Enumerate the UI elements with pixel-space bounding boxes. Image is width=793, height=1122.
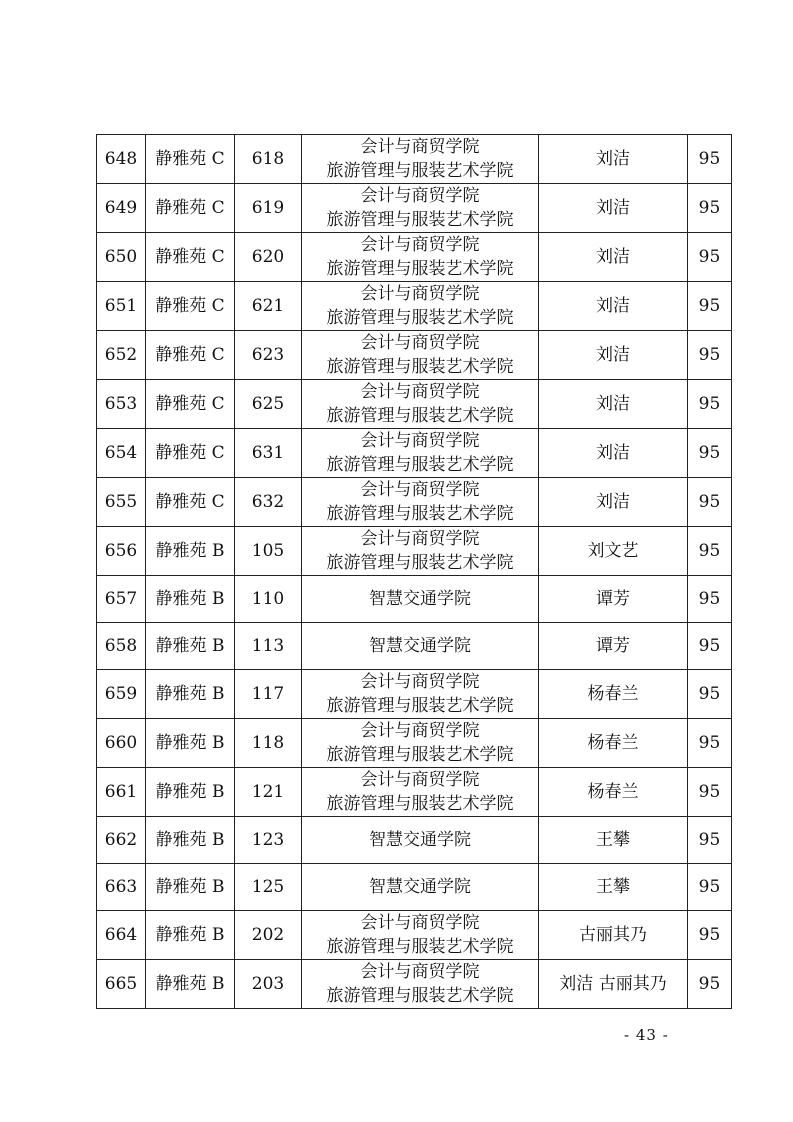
row-number-cell: 657 [97,576,146,623]
room-cell: 203 [235,960,302,1009]
college-name: 旅游管理与服装艺术学院 [326,357,514,377]
college-name: 旅游管理与服装艺术学院 [326,745,514,765]
building-cell: 静雅苑 B [146,864,235,911]
row-number-cell: 663 [97,864,146,911]
college-name: 会计与商贸学院 [360,382,480,402]
score-cell: 95 [688,719,732,768]
table-row [97,184,732,233]
college-name: 会计与商贸学院 [360,672,480,692]
room-cell: 620 [235,233,302,282]
college-cell [302,670,539,719]
room-cell: 632 [235,478,302,527]
teacher-cell: 刘洁 古丽其乃 [539,960,688,1009]
row-number-cell: 651 [97,282,146,331]
table-row [97,380,732,429]
room-cell: 625 [235,380,302,429]
table-row [97,135,732,184]
college-name: 会计与商贸学院 [360,431,480,451]
room-cell: 623 [235,331,302,380]
teacher-cell: 刘洁 [539,380,688,429]
table-row [97,864,732,911]
room-cell: 123 [235,817,302,864]
score-cell: 95 [688,135,732,184]
teacher-cell: 古丽其乃 [539,911,688,960]
score-cell: 95 [688,768,732,817]
row-number-cell: 664 [97,911,146,960]
teacher-cell: 杨春兰 [539,670,688,719]
college-name: 会计与商贸学院 [360,235,480,255]
college-name: 会计与商贸学院 [360,962,480,982]
table-row [97,768,732,817]
room-cell: 118 [235,719,302,768]
building-cell: 静雅苑 B [146,719,235,768]
college-name: 旅游管理与服装艺术学院 [326,504,514,524]
row-number-cell: 650 [97,233,146,282]
college-name: 会计与商贸学院 [360,284,480,304]
table-row [97,911,732,960]
score-cell: 95 [688,960,732,1009]
table-row [97,527,732,576]
college-cell [302,429,539,478]
college-name: 会计与商贸学院 [360,186,480,206]
college-name: 旅游管理与服装艺术学院 [326,937,514,957]
college-name: 旅游管理与服装艺术学院 [326,259,514,279]
score-cell: 95 [688,282,732,331]
building-cell: 静雅苑 B [146,817,235,864]
college-name: 旅游管理与服装艺术学院 [326,553,514,573]
room-cell: 117 [235,670,302,719]
table-row [97,623,732,670]
building-cell: 静雅苑 B [146,911,235,960]
college-name: 旅游管理与服装艺术学院 [326,210,514,230]
college-cell [302,768,539,817]
college-cell [302,282,539,331]
teacher-cell: 刘洁 [539,478,688,527]
building-cell: 静雅苑 C [146,331,235,380]
teacher-cell: 谭芳 [539,576,688,623]
college-cell [302,817,539,864]
college-cell [302,911,539,960]
row-number-cell: 648 [97,135,146,184]
college-cell [302,478,539,527]
row-number-cell: 649 [97,184,146,233]
room-cell: 619 [235,184,302,233]
score-cell: 95 [688,527,732,576]
room-cell: 121 [235,768,302,817]
table-row [97,429,732,478]
teacher-cell: 王攀 [539,864,688,911]
row-number-cell: 660 [97,719,146,768]
score-cell: 95 [688,576,732,623]
building-cell: 静雅苑 C [146,478,235,527]
college-name: 智慧交通学院 [369,636,471,656]
teacher-cell: 谭芳 [539,623,688,670]
room-cell: 618 [235,135,302,184]
college-name: 会计与商贸学院 [360,333,480,353]
building-cell: 静雅苑 B [146,768,235,817]
building-cell: 静雅苑 C [146,282,235,331]
row-number-cell: 665 [97,960,146,1009]
table-row [97,282,732,331]
college-name: 旅游管理与服装艺术学院 [326,986,514,1006]
room-cell: 125 [235,864,302,911]
teacher-cell: 刘洁 [539,282,688,331]
college-cell [302,184,539,233]
building-cell: 静雅苑 C [146,135,235,184]
row-number-cell: 659 [97,670,146,719]
college-name: 会计与商贸学院 [360,721,480,741]
college-name: 旅游管理与服装艺术学院 [326,696,514,716]
score-cell: 95 [688,233,732,282]
college-cell [302,864,539,911]
page-number: - 43 - [624,1026,669,1044]
college-name: 会计与商贸学院 [360,529,480,549]
college-name: 智慧交通学院 [369,830,471,850]
teacher-cell: 杨春兰 [539,719,688,768]
table-row [97,478,732,527]
building-cell: 静雅苑 C [146,380,235,429]
college-cell [302,527,539,576]
teacher-cell: 刘洁 [539,331,688,380]
building-cell: 静雅苑 B [146,960,235,1009]
teacher-cell: 刘洁 [539,233,688,282]
row-number-cell: 661 [97,768,146,817]
score-cell: 95 [688,478,732,527]
college-cell [302,135,539,184]
score-cell: 95 [688,817,732,864]
college-cell [302,960,539,1009]
college-name: 智慧交通学院 [369,877,471,897]
college-cell [302,331,539,380]
college-name: 会计与商贸学院 [360,480,480,500]
college-name: 旅游管理与服装艺术学院 [326,794,514,814]
college-name: 会计与商贸学院 [360,137,480,157]
table-row [97,817,732,864]
row-number-cell: 656 [97,527,146,576]
college-cell [302,623,539,670]
building-cell: 静雅苑 B [146,576,235,623]
score-cell: 95 [688,184,732,233]
score-cell: 95 [688,623,732,670]
teacher-cell: 刘洁 [539,429,688,478]
building-cell: 静雅苑 B [146,623,235,670]
table-row [97,960,732,1009]
room-cell: 105 [235,527,302,576]
college-name: 旅游管理与服装艺术学院 [326,455,514,475]
teacher-cell: 刘洁 [539,135,688,184]
score-cell: 95 [688,331,732,380]
row-number-cell: 655 [97,478,146,527]
college-cell [302,576,539,623]
college-cell [302,380,539,429]
building-cell: 静雅苑 B [146,670,235,719]
row-number-cell: 662 [97,817,146,864]
college-name: 旅游管理与服装艺术学院 [326,308,514,328]
room-cell: 621 [235,282,302,331]
building-cell: 静雅苑 C [146,233,235,282]
row-number-cell: 658 [97,623,146,670]
row-number-cell: 653 [97,380,146,429]
table-row [97,331,732,380]
row-number-cell: 654 [97,429,146,478]
college-cell [302,719,539,768]
dormitory-score-table [96,134,732,1009]
score-cell: 95 [688,911,732,960]
college-name: 会计与商贸学院 [360,913,480,933]
teacher-cell: 杨春兰 [539,768,688,817]
teacher-cell: 刘洁 [539,184,688,233]
teacher-cell: 刘文艺 [539,527,688,576]
table-row [97,670,732,719]
building-cell: 静雅苑 B [146,527,235,576]
table-row [97,233,732,282]
room-cell: 113 [235,623,302,670]
table-row [97,719,732,768]
college-name: 旅游管理与服装艺术学院 [326,406,514,426]
score-cell: 95 [688,429,732,478]
college-name: 智慧交通学院 [369,589,471,609]
college-name: 会计与商贸学院 [360,770,480,790]
college-cell [302,233,539,282]
building-cell: 静雅苑 C [146,184,235,233]
room-cell: 110 [235,576,302,623]
room-cell: 202 [235,911,302,960]
table-body [97,135,732,1009]
college-name: 旅游管理与服装艺术学院 [326,161,514,181]
table-row [97,576,732,623]
score-cell: 95 [688,864,732,911]
building-cell: 静雅苑 C [146,429,235,478]
score-cell: 95 [688,670,732,719]
score-cell: 95 [688,380,732,429]
teacher-cell: 王攀 [539,817,688,864]
room-cell: 631 [235,429,302,478]
row-number-cell: 652 [97,331,146,380]
